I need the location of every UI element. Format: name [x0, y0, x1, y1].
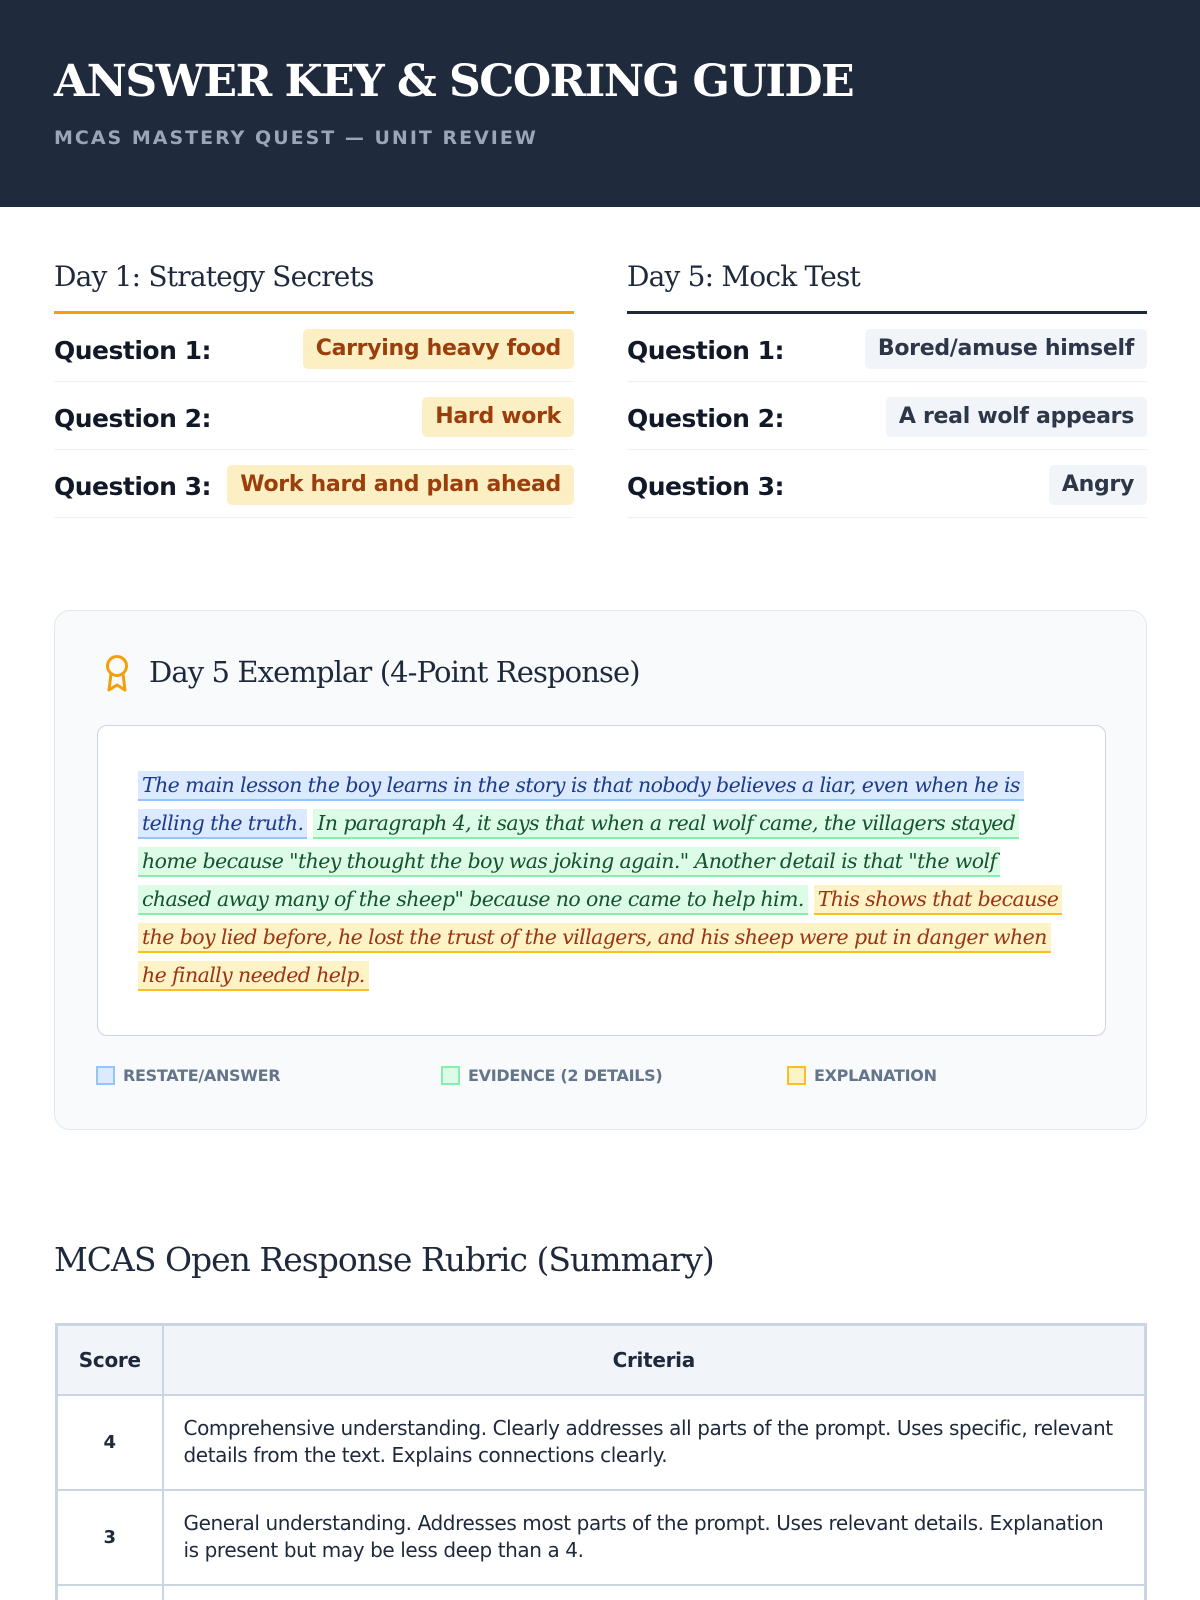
table-row — [57, 1395, 1146, 1490]
question-label: Question 1: — [627, 336, 784, 365]
legend-label: EXPLANATION — [814, 1065, 937, 1085]
rubric-title: MCAS Open Response Rubric (Summary) — [54, 1240, 714, 1279]
criteria-cell: General understanding. Addresses most parts of the prompt. Uses relevant details. Explanation is present but may be less deep than a 4. — [163, 1490, 1146, 1585]
explanation-highlight: This shows that because the boy lied before, he lost the trust of the villagers, and his sheep were put in danger when he finally needed help. — [138, 885, 1062, 991]
day1-question-row — [54, 450, 574, 518]
day5-question-row — [627, 314, 1147, 382]
score-cell — [57, 1585, 163, 1600]
legend-evidence — [441, 1065, 662, 1085]
day5-heading: Day 5: Mock Test — [627, 262, 1147, 314]
answer-badge: Hard work — [422, 397, 574, 437]
score-column-header: Score — [57, 1325, 163, 1395]
table-row — [57, 1585, 1146, 1600]
exemplar-passage — [138, 766, 1068, 994]
day5-question-row — [627, 450, 1147, 518]
score-cell: 4 — [57, 1395, 163, 1490]
score-cell: 3 — [57, 1490, 163, 1585]
page-subtitle: MCAS MASTERY QUEST — UNIT REVIEW — [54, 127, 538, 149]
evidence-highlight: In paragraph 4, it says that when a real wolf came, the villagers stayed home because "they thought the boy was joking again." Another detail is that "the wolf chased away many of the sheep" because no one came to help him. — [138, 809, 1019, 915]
answer-badge: Angry — [1049, 465, 1147, 505]
rubric-table — [55, 1323, 1147, 1600]
day1-answer-section — [54, 262, 574, 518]
exemplar-card — [54, 610, 1147, 1130]
criteria-cell: Comprehensive understanding. Clearly addresses all parts of the prompt. Uses specific, relevant details from the text. Explains connections clearly. — [163, 1395, 1146, 1490]
question-label: Question 3: — [54, 472, 211, 501]
legend-label: RESTATE/ANSWER — [123, 1065, 281, 1085]
question-label: Question 3: — [627, 472, 784, 501]
ribbon-award-icon — [103, 653, 131, 693]
answer-badge: A real wolf appears — [886, 397, 1147, 437]
answer-badge: Carrying heavy food — [303, 329, 574, 369]
legend-label: EVIDENCE (2 DETAILS) — [468, 1065, 663, 1085]
legend-restate — [96, 1065, 280, 1085]
legend-swatch-green — [441, 1066, 460, 1085]
legend-swatch-gold — [787, 1066, 806, 1085]
answer-badge: Bored/amuse himself — [865, 329, 1147, 369]
criteria-column-header: Criteria — [163, 1325, 1146, 1395]
legend-explanation — [787, 1065, 937, 1085]
restate-highlight: The main lesson the boy learns in the story is that nobody believes a liar, even when he is telling the truth. — [138, 771, 1024, 839]
question-label: Question 2: — [54, 404, 211, 433]
question-label: Question 1: — [54, 336, 211, 365]
day5-answer-section — [627, 262, 1147, 518]
legend-swatch-blue — [96, 1066, 115, 1085]
exemplar-title: Day 5 Exemplar (4-Point Response) — [149, 655, 640, 689]
table-row — [57, 1490, 1146, 1585]
day1-question-row — [54, 382, 574, 450]
rubric-header-row — [57, 1325, 1146, 1395]
page-title: ANSWER KEY & SCORING GUIDE — [54, 56, 854, 107]
day1-question-row — [54, 314, 574, 382]
exemplar-passage-box — [97, 725, 1106, 1036]
page-header — [0, 0, 1200, 207]
criteria-cell — [163, 1585, 1146, 1600]
answer-badge: Work hard and plan ahead — [227, 465, 574, 505]
question-label: Question 2: — [627, 404, 784, 433]
day5-question-row — [627, 382, 1147, 450]
day1-heading: Day 1: Strategy Secrets — [54, 262, 574, 314]
